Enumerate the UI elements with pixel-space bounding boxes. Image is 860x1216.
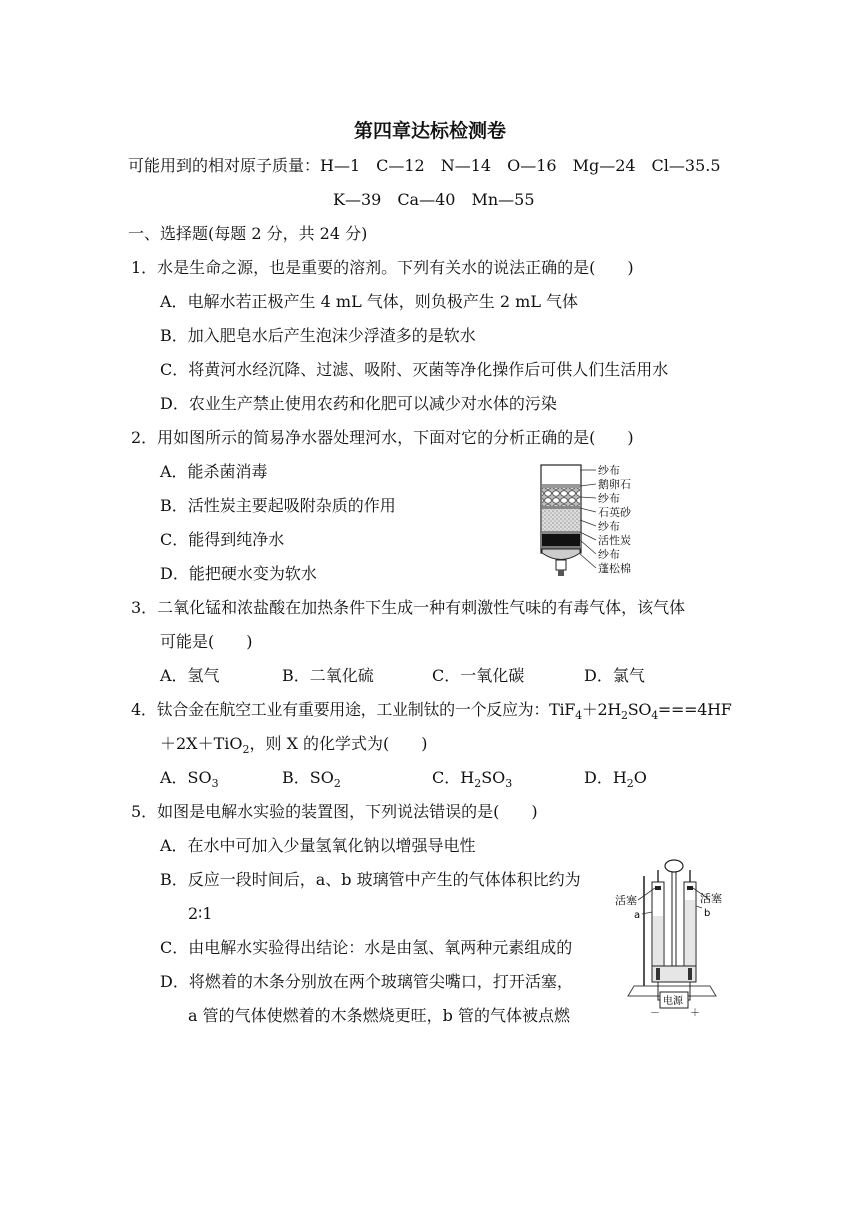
pebble-layer <box>542 488 580 506</box>
filter-label: 石英砂 <box>598 506 631 519</box>
water-filter-figure <box>536 462 646 586</box>
power-label: 电源 <box>663 996 683 1007</box>
q2-stem: 2．用如图所示的简易净水器处理河水，下面对它的分析正确的是( ) <box>131 428 634 447</box>
q4-option-c: C．$H_2SO_3$ <box>432 768 513 791</box>
q3-stem-line1: 3．二氧化锰和浓盐酸在加热条件下生成一种有刺激性气味的有毒气体，该气体 <box>131 598 686 617</box>
tube-b-label: b <box>704 908 711 919</box>
minus-label: － <box>650 1008 660 1018</box>
q3-option-a: A．氢气 <box>160 666 220 685</box>
filter-label: 纱布 <box>598 520 620 533</box>
page-title: 第四章达标检测卷 <box>353 120 506 142</box>
q5-option-b-line1: B．反应一段时间后，a、b 玻璃管中产生的气体体积比约为 <box>160 870 581 889</box>
valve-icon <box>655 886 661 890</box>
filter-label: 纱布 <box>598 548 620 561</box>
tube-a-label: a <box>634 910 641 921</box>
activated-carbon-layer <box>542 534 580 546</box>
electrode-icon <box>656 968 660 980</box>
electrode-icon <box>688 968 692 980</box>
q3-option-d: D．氯气 <box>584 666 645 685</box>
atomic-masses-line1: 可能用到的相对原子质量：H—1 C—12 N—14 O—16 Mg—24 Cl—35.5 <box>128 156 721 175</box>
q4-option-a: A．$SO_3$ <box>160 768 219 791</box>
filter-label: 纱布 <box>598 464 620 477</box>
filter-label: 鹅卵石 <box>598 478 631 491</box>
q5-option-b-line2: 2∶1 <box>188 904 213 923</box>
filter-label: 活性炭 <box>598 534 631 547</box>
section-heading: 一、选择题(每题 2 分，共 24 分) <box>128 224 368 243</box>
filter-label: 蓬松棉 <box>598 562 631 575</box>
q5-stem: 5．如图是电解水实验的装置图，下列说法错误的是( ) <box>131 802 538 821</box>
q1-option-a: A．电解水若正极产生 4 mL 气体，则负极产生 2 mL 气体 <box>160 292 579 311</box>
q2-option-d: D．能把硬水变为软水 <box>160 564 317 583</box>
q3-stem-line2: 可能是( ) <box>160 632 253 651</box>
q3-option-c: C．一氧化碳 <box>432 666 525 685</box>
q4-option-d: D．$H_2O$ <box>584 768 647 791</box>
filter-label: 纱布 <box>598 492 620 505</box>
q4-option-b: B．$SO_2$ <box>282 768 341 791</box>
q4-stem-line2: ＋2X＋TiO$_2$，则 X 的化学式为( ) <box>160 734 428 757</box>
q1-option-c: C．将黄河水经沉降、过滤、吸附、灭菌等净化操作后可供人们生活用水 <box>160 360 669 379</box>
valve-icon <box>687 886 693 890</box>
electrolysis-figure <box>614 856 732 1018</box>
quartz-sand-layer <box>542 509 580 531</box>
valve-label-left: 活塞 <box>615 894 637 907</box>
q5-option-d-line2: a 管的气体使燃着的木条燃烧更旺，b 管的气体被点燃 <box>188 1006 570 1025</box>
gauze-layer <box>542 506 580 509</box>
q1-stem: 1．水是生命之源，也是重要的溶剂。下列有关水的说法正确的是( ) <box>131 258 634 277</box>
gauze-layer <box>542 484 580 488</box>
outlet-icon <box>556 560 566 570</box>
valve-label-right: 活塞 <box>700 892 722 905</box>
q5-option-c: C．由电解水实验得出结论：水是由氢、氧两种元素组成的 <box>160 938 573 957</box>
plus-label: ＋ <box>690 1008 700 1018</box>
cotton-layer <box>542 549 580 560</box>
q2-option-c: C．能得到纯净水 <box>160 530 285 549</box>
q2-option-b: B．活性炭主要起吸附杂质的作用 <box>160 496 396 515</box>
q5-option-d-line1: D．将燃着的木条分别放在两个玻璃管尖嘴口，打开活塞， <box>160 972 573 991</box>
atomic-masses-line2: K—39 Ca—40 Mn—55 <box>333 190 535 209</box>
q1-option-b: B．加入肥皂水后产生泡沫少浮渣多的是软水 <box>160 326 476 345</box>
q2-option-a: A．能杀菌消毒 <box>160 462 268 481</box>
q1-option-d: D．农业生产禁止使用农药和化肥可以减少对水体的污染 <box>160 394 557 413</box>
q3-option-b: B．二氧化硫 <box>282 666 374 685</box>
q5-option-a: A．在水中可加入少量氢氧化钠以增强导电性 <box>160 836 476 855</box>
gauze-layer <box>542 531 580 534</box>
q4-stem-line1: 4．钛合金在航空工业有重要用途，工业制钛的一个反应为：$TiF_4+2H_2SO_4===4HF$ <box>131 700 732 723</box>
